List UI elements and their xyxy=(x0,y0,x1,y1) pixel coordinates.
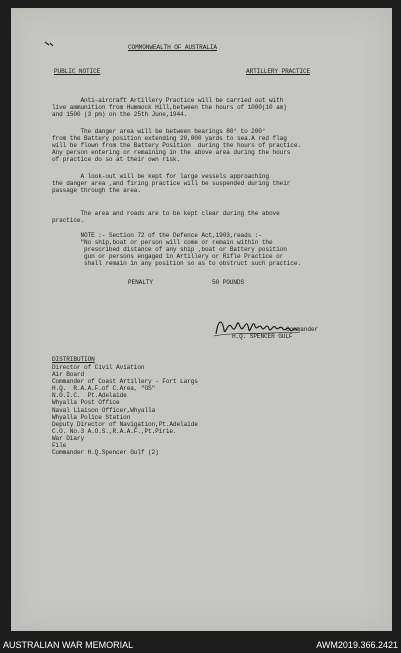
paragraph-2 xyxy=(52,128,301,163)
text-line: Any person entering or remaining in the above area during the hours xyxy=(52,149,291,157)
footer-bar xyxy=(0,638,401,653)
list-item: File xyxy=(52,442,67,450)
text-line: the danger area ,and firing practice will be suspended during their xyxy=(52,180,291,188)
institution-credit: AUSTRALIAN WAR MEMORIAL xyxy=(3,640,134,650)
paragraph-3 xyxy=(52,173,290,194)
text-line: practice. xyxy=(52,217,85,225)
penalty-amount: 50 POUNDS xyxy=(212,279,245,286)
text-line: will be flown from the Battery Position during the hours of practice. xyxy=(52,142,301,150)
signatory-title: H.Q. SPENCER GULF xyxy=(232,333,293,340)
text-line: from the Battery position extending 20,000 yards to sea.A red flag xyxy=(52,135,287,143)
penalty-label: PENALTY xyxy=(128,279,153,286)
paragraph-1 xyxy=(52,97,287,118)
text-line: live ammunition from Hummock Hill,between the hours of 1000(10 am) xyxy=(52,104,287,112)
pen-mark-icon xyxy=(44,40,54,48)
list-item: Director of Civil Aviation xyxy=(52,364,145,371)
list-item: N.O.I.C. Pt.Adelaide xyxy=(52,392,127,400)
list-item: Whyalla Post Office xyxy=(52,399,120,407)
distribution-list xyxy=(52,364,198,456)
text-line: shall remain in any position so as to obstruct such practice. xyxy=(52,260,301,268)
list-item: Deputy Director of Navigation,Pt.Adelaide xyxy=(52,420,198,428)
reference-number: AWM2019.366.2421 xyxy=(316,640,398,650)
text-line: NOTE :- Section 72 of the Defence Act,1903,reads :- xyxy=(52,232,262,239)
list-item: Commander of Coast Artillery - Fort Largs xyxy=(52,378,198,386)
text-line: Anti-aircraft Artillery Practice will be carried out with xyxy=(52,97,284,104)
paragraph-4 xyxy=(52,210,280,224)
paragraph-note xyxy=(52,232,301,267)
list-item: Naval Liaison Officer,Whyalla xyxy=(52,406,156,414)
text-line: of practice do so at their own risk. xyxy=(52,156,181,164)
list-item: War Diary xyxy=(52,434,85,442)
document-heading: COMMONWEALTH OF AUSTRALIA xyxy=(128,44,217,51)
list-item: Commander H.Q.Spencer Gulf (2) xyxy=(52,449,159,457)
text-line: A look-out will be kept for large vessels approaching xyxy=(52,173,269,180)
list-item: C.O. No.3 A.O.S.,R.A.A.F.,Pt.Pirie. xyxy=(52,427,177,435)
text-line: The danger area will be between bearings 80° to 200° xyxy=(52,128,266,135)
list-item: Whyalla Police Station xyxy=(52,413,131,421)
text-line: passage through the area. xyxy=(52,187,141,195)
text-line: and 1500 (3 pm) on the 25th June,1944. xyxy=(52,111,188,119)
text-line: The area and roads are to be kept clear during the above xyxy=(52,210,280,217)
signatory-role: Commander xyxy=(286,326,319,333)
text-line: gun or persons engaged in Artillery or Rifle Practice or xyxy=(52,253,284,261)
distribution-heading: DISTRIBUTION xyxy=(52,356,95,363)
text-line: "No ship,boat or person will come or remain within the xyxy=(52,239,273,247)
notice-title: ARTILLERY PRACTICE xyxy=(246,68,311,75)
list-item: Air Board xyxy=(52,371,85,379)
notice-label: PUBLIC NOTICE xyxy=(54,68,101,75)
list-item: H.Q. R.A.A.F.of C.Area, "OS" xyxy=(52,385,156,393)
text-line: prescribed distance of any ship ,boat or Battery position xyxy=(52,246,287,254)
